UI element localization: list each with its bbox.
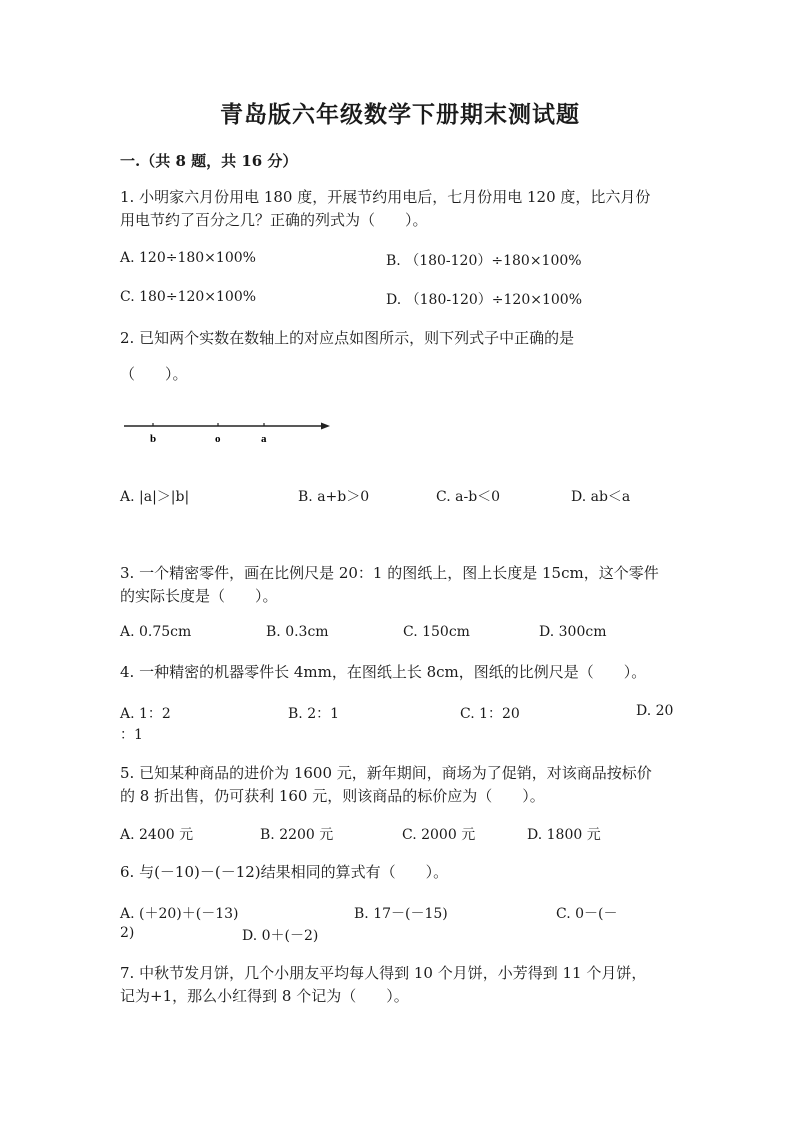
q3-option-b: B. 0.3cm	[266, 624, 329, 640]
q4-option-c: C. 1：20	[460, 706, 520, 722]
q2-option-b: B. a+b＞0	[298, 489, 370, 505]
q4-option-d: D. 20	[636, 703, 674, 719]
question-3-line-1: 3. 一个精密零件，画在比例尺是 20：1 的图纸上，图上长度是 15cm，这个零件	[120, 564, 659, 582]
question-6-line-1: 6. 与(－10)－(－12)结果相同的算式有（ ）。	[120, 863, 449, 881]
question-4-line-1: 4. 一种精密的机器零件长 4mm，在图纸上长 8cm，图纸的比例尺是（ ）。	[120, 663, 647, 681]
question-1-line-1: 1. 小明家六月份用电 180 度，开展节约用电后，七月份用电 120 度，比六月份	[120, 188, 651, 206]
question-6-text	[120, 861, 680, 884]
q3-option-d: D. 300cm	[539, 624, 607, 640]
q2-option-c: C. a-b＜0	[436, 489, 501, 505]
question-4-text	[120, 661, 680, 684]
question-1-text	[120, 186, 680, 232]
q4-option-d-wrap: ：1	[120, 727, 143, 743]
q5-option-d: D. 1800 元	[527, 827, 601, 843]
question-5-line-1: 5. 已知某种商品的进价为 1600 元，新年期间，商场为了促销，对该商品按标价	[120, 764, 652, 782]
question-5-line-2: 的 8 折出售，仍可获利 160 元，则该商品的标价应为（ ）。	[120, 787, 545, 805]
question-7-line-1: 7. 中秋节发月饼，几个小朋友平均每人得到 10 个月饼，小芳得到 11 个月饼，	[120, 964, 647, 982]
q5-option-b: B. 2200 元	[260, 827, 334, 843]
number-line-arrow	[321, 423, 330, 430]
q1-option-d: D. （180-120）÷120×100%	[386, 292, 583, 308]
label-b: b	[150, 433, 157, 445]
question-7-line-2: 记为+1，那么小红得到 8 个记为（ ）。	[120, 987, 409, 1005]
question-2-line-2: （ ）。	[120, 365, 188, 383]
q3-option-c: C. 150cm	[403, 624, 470, 640]
label-o: o	[215, 433, 221, 445]
section-heading: 一.（共 8 题，共 16 分）	[120, 152, 298, 170]
q5-option-c: C. 2000 元	[402, 827, 476, 843]
q6-option-c: C. 0－(－	[556, 906, 618, 922]
q2-option-a: A. |a|＞|b|	[120, 489, 190, 505]
q6-option-a: A. (＋20)＋(－13)	[120, 906, 239, 922]
question-5-text	[120, 762, 680, 808]
q1-option-b: B. （180-120）÷180×100%	[386, 253, 582, 269]
question-3-text	[120, 562, 680, 608]
question-7-text	[120, 962, 680, 1008]
q4-option-b: B. 2：1	[288, 706, 340, 722]
question-2-blank	[120, 363, 680, 386]
number-line-figure	[120, 414, 340, 450]
question-2-text	[120, 327, 680, 350]
q5-option-a: A. 2400 元	[120, 827, 194, 843]
q6-option-c-wrap: 2)	[120, 925, 135, 941]
q1-option-c: C. 180÷120×100%	[120, 289, 257, 305]
q6-option-b: B. 17－(－15)	[354, 906, 448, 922]
page-title: 青岛版六年级数学下册期末测试题	[220, 101, 580, 128]
q2-option-d: D. ab＜a	[571, 489, 631, 505]
q3-option-a: A. 0.75cm	[120, 624, 192, 640]
q1-option-a: A. 120÷180×100%	[120, 250, 256, 266]
q4-option-a: A. 1：2	[120, 706, 171, 722]
question-3-line-2: 的实际长度是（ ）。	[120, 587, 278, 605]
question-1-line-2: 用电节约了百分之几？正确的列式为（ ）。	[120, 211, 428, 229]
label-a: a	[261, 433, 267, 445]
q6-option-d: D. 0＋(－2)	[242, 928, 319, 944]
question-2-line-1: 2. 已知两个实数在数轴上的对应点如图所示，则下列式子中正确的是	[120, 329, 575, 347]
